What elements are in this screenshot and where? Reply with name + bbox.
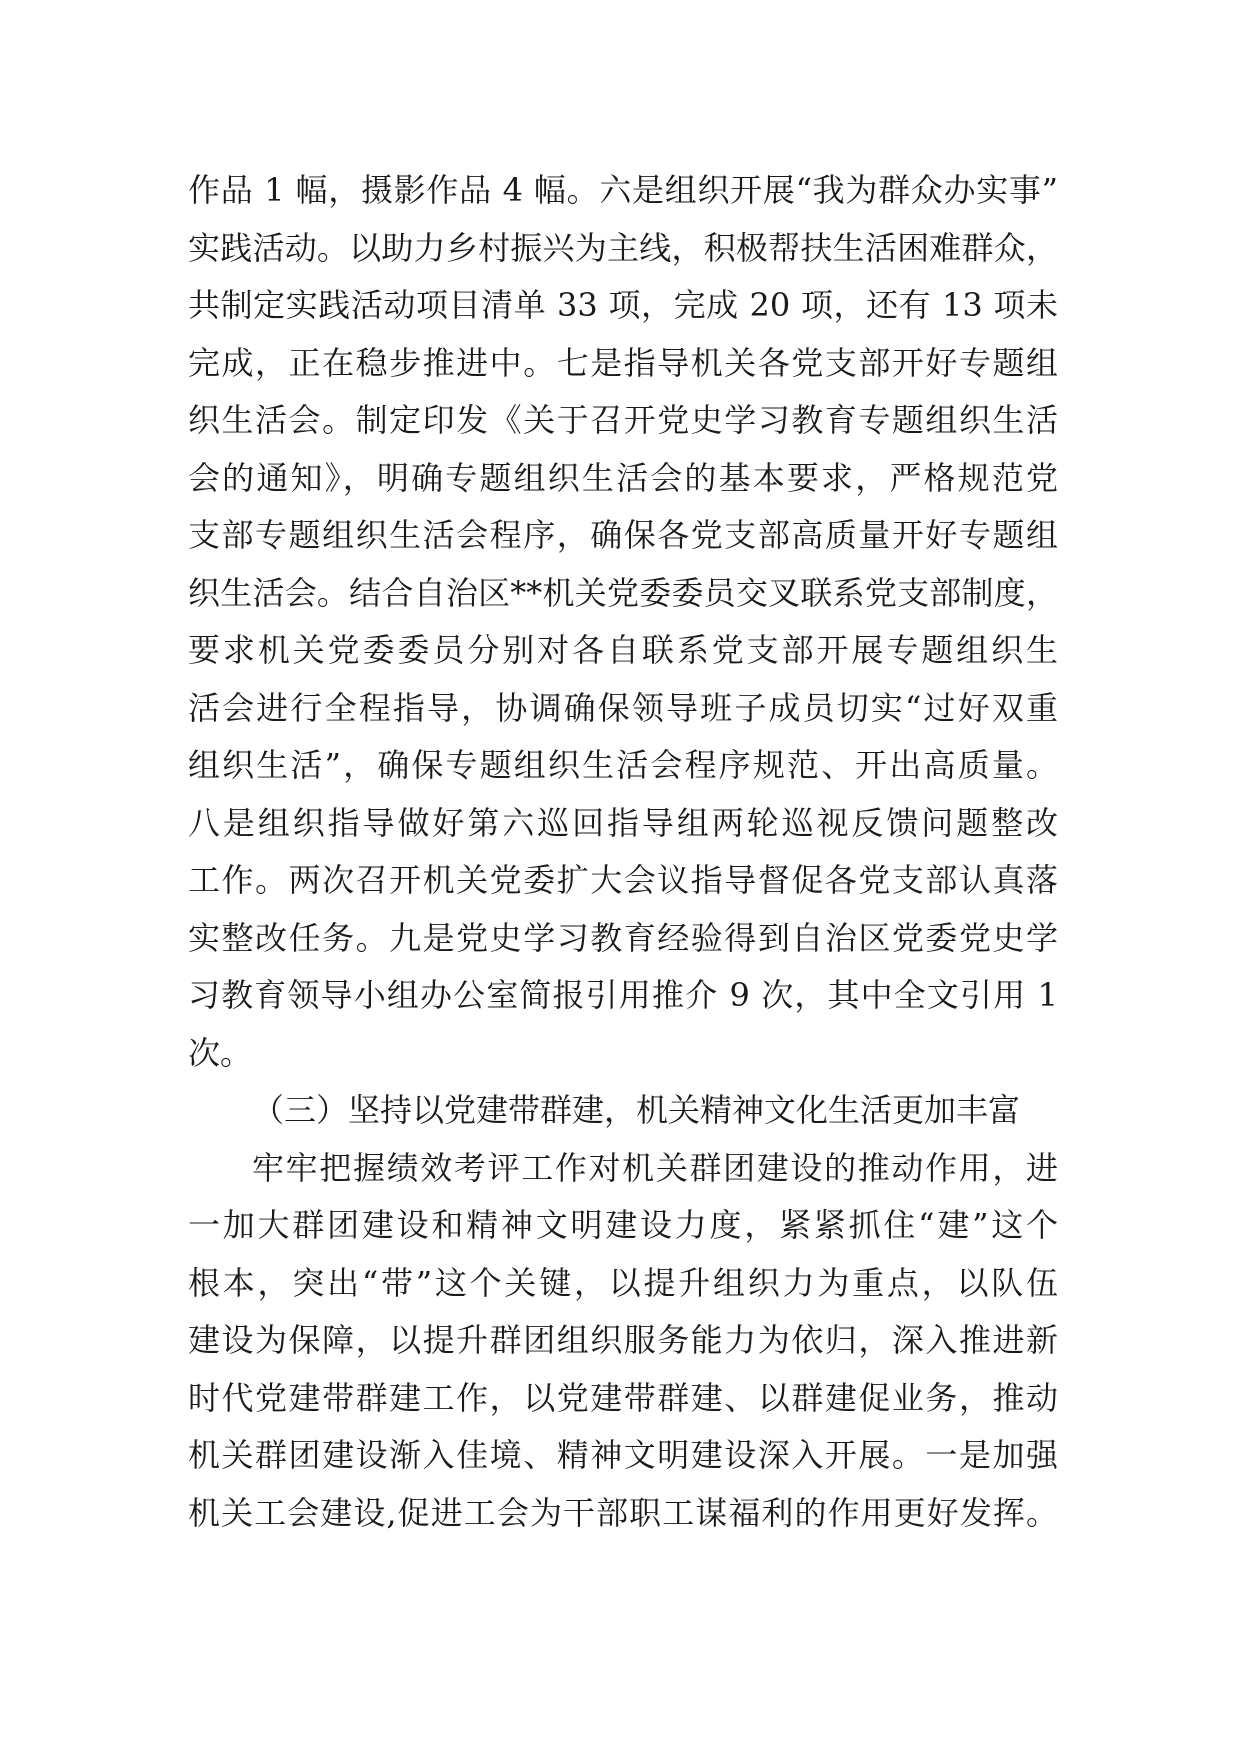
text-line: 时代党建带群建工作，以党建带群建、以群建促业务，推动 xyxy=(188,1378,1058,1417)
text-line: 机关工会建设,促进工会为干部职工谋福利的作用更好发挥。 xyxy=(188,1493,1058,1532)
text-line: 一加大群团建设和精神文明建设力度，紧紧抓住“建”这个 xyxy=(188,1206,1058,1244)
body-text xyxy=(188,162,1058,1542)
text-line: 建设为保障，以提升群团组织服务能力为依归，深入推进新 xyxy=(188,1321,1058,1359)
text-line: 会的通知》，明确专题组织生活会的基本要求，严格规范党 xyxy=(188,458,1058,497)
text-line: 完成，正在稳步推进中。七是指导机关各党支部开好专题组 xyxy=(188,343,1058,382)
text-line: 作品 1 幅，摄影作品 4 幅。六是组织开展“我为群众办实事” xyxy=(188,171,1058,209)
text-line: 次。 xyxy=(188,1033,253,1072)
text-line: 八是组织指导做好第六巡回指导组两轮巡视反馈问题整改 xyxy=(188,803,1058,842)
text-line: 要求机关党委委员分别对各自联系党支部开展专题组织生 xyxy=(188,631,1058,669)
text-line: 习教育领导小组办公室简报引用推介 9 次，其中全文引用 1 xyxy=(188,976,1058,1014)
text-line: 实践活动。以助力乡村振兴为主线，积极帮扶生活困难群众， xyxy=(188,228,1058,267)
text-line: 支部专题组织生活会程序，确保各党支部高质量开好专题组 xyxy=(188,516,1058,554)
text-line: 织生活会。结合自治区**机关党委委员交叉联系党支部制度， xyxy=(188,573,1058,612)
text-line: 织生活会。制定印发《关于召开党史学习教育专题组织生活 xyxy=(188,401,1058,439)
text-line: 活会进行全程指导，协调确保领导班子成员切实“过好双重 xyxy=(188,688,1058,727)
section-heading: （三）坚持以党建带群建，机关精神文化生活更加丰富 xyxy=(252,1091,1021,1129)
text-line: 根本，突出“带”这个关键，以提升组织力为重点，以队伍 xyxy=(188,1263,1058,1302)
text-line: 牢牢把握绩效考评工作对机关群团建设的推动作用，进 xyxy=(252,1148,1058,1187)
text-line: 共制定实践活动项目清单 33 项，完成 20 项，还有 13 项未 xyxy=(188,286,1058,324)
text-line: 机关群团建设渐入佳境、精神文明建设深入开展。一是加强 xyxy=(188,1436,1058,1474)
text-line: 组织生活”，确保专题组织生活会程序规范、开出高质量。 xyxy=(188,746,1058,784)
text-line: 实整改任务。九是党史学习教育经验得到自治区党委党史学 xyxy=(188,918,1058,957)
text-line: 工作。两次召开机关党委扩大会议指导督促各党支部认真落 xyxy=(188,861,1058,899)
